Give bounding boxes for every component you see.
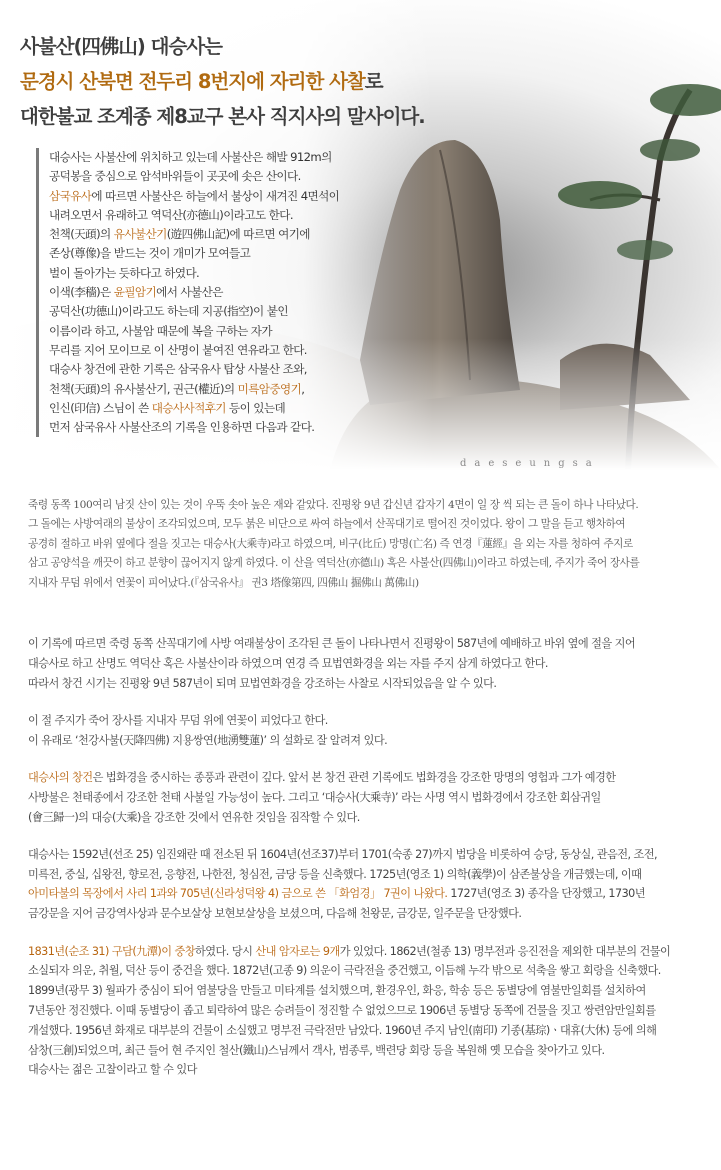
intro-text-span: 이색(李穡)은 [49,285,114,300]
samguk-yusa-quote [28,496,708,593]
headline-line-2 [20,67,710,96]
body-line: 대승사는 1592년(선조 25) 임진왜란 때 전소된 뒤 1604년(선조37)부터 1701(숙종 27)까지 법당을 비롯하여 승당, 동상실, 관음전, 조전, [28,847,658,861]
body-highlight: 산내 암자로는 9개 [255,944,340,958]
intro-text-span: 에 따르면 사불산은 하늘에서 불상이 새겨진 4면석이 [91,188,340,203]
headline [20,32,710,137]
intro-line [49,187,369,206]
intro-highlight: 유사불산기 [113,227,167,242]
quote-line: 죽령 동쪽 100여리 남짓 산이 있는 것이 우뚝 솟아 높은 재와 같았다. 진평왕 9년 갑신년 갑자기 4면이 일 장 씩 되는 큰 돌이 하나 나타났다. [28,499,639,511]
hero-section [0,0,721,470]
body-highlight: 1831년(순조 31) 구담(九潭)이 중창 [28,944,196,958]
intro-text-span: 천책(天頙)의 유사불산기, 권근(權近)의 [49,381,238,396]
body-line [28,942,708,962]
headline-line-3: 대한불교 조계종 제8교구 본사 직지사의 말사이다. [20,105,425,128]
body-highlight: 대승사의 창건 [28,770,93,784]
intro-line [49,225,369,244]
intro-text-span: 등이 있는데 [225,400,286,415]
body-text-span: 가 있었다. 1862년(철종 13) 명부전과 응진전을 제외한 대부분의 건물이 [339,944,671,958]
quote-line: 삼고 공양석을 깨끗이 하고 분향이 끊어지지 않게 하였다. 이 산을 역덕산(亦德山) 혹은 사불산(四佛山)이라고 하였는데, 주지가 죽어 장사를 [28,557,640,570]
quote-line: 공경히 절하고 바위 옆에다 절을 짓고는 대승사(大乘寺)라고 하였으며, 비구(比丘) 망명(亡名) 즉 연경『蓮經』을 외는 자를 청하여 주지로 [28,537,633,550]
body-text-span: 1727년(영조 3) 종각을 단장했고, 1730년 [447,887,645,901]
paragraph-gap [28,924,708,942]
intro-line: 대승사는 사불산에 위치하고 있는데 사불산은 해발 912m의 [49,150,332,164]
intro-text-span: 인신(印信) 스님이 쓴 [49,400,152,415]
body-text-span: 하였다. 당시 [195,944,256,958]
brand-wordmark: daeseungsa [460,458,600,469]
body-line [28,884,708,904]
headline-highlight: 문경시 산북면 전두리 8번지에 자리한 사찰 [20,70,365,93]
body-line: 따라서 창건 시기는 진평왕 9년 587년이 되며 묘법연화경을 강조하는 사찰로 시작되었음을 알 수 있다. [28,676,497,690]
body-line: 대승사는 젊은 고찰이라고 할 수 있다 [28,1063,197,1077]
intro-line [49,283,369,302]
quote-line: 그 돌에는 사방여래의 불상이 조각되었으며, 모두 붉은 비단으로 싸여 하늘에서 산꼭대기로 떨어진 것이었다. 왕이 그 말을 듣고 행차하여 [28,518,626,531]
intro-line: 대승사 창건에 관한 기록은 삼국유사 탑상 사불산 조와, [49,362,307,377]
body-line: 소실되자 의운, 취월, 덕산 등이 중건을 했다. 1872년(고종 9) 의운이 극락전을 중건했고, 이듬해 누각 밖으로 석축을 쌓고 회랑을 신축했다. [28,964,661,978]
intro-line: 이름이라 하고, 사불암 때문에 복을 구하는 자가 [49,323,272,338]
paragraph-gap [28,750,708,768]
intro-line: 무리를 지어 모이므로 이 산명이 붙여진 연유라고 한다. [49,342,307,357]
intro-text-span: 천책(天頙)의 [49,227,114,242]
body-line: 미륵전, 중실, 십왕전, 향로전, 응향전, 나한전, 청심전, 금당 등을 신축했다. 1725년(영조 1) 의학(義學)이 삼존불상을 개금했는데, 이때 [28,867,642,881]
paragraph-gap [28,827,708,845]
body-line: 대승사로 하고 산명도 역덕산 혹은 사불산이라 하였으며 연경 즉 묘법연화경을 외는 자를 주지 삼게 하였다고 한다. [28,656,548,670]
intro-highlight: 윤필암기 [113,285,157,300]
body-line: 사방불은 천태종에서 강조한 천태 사불일 가능성이 높다. 그리고 ‘대승사(大乘寺)’ 라는 사명 역시 법화경에서 강조한 회삼귀일 [28,790,601,804]
intro-highlight: 대승사사적후기 [151,400,226,415]
headline-line-2-suffix: 로 [364,70,383,93]
body-line: 개설했다. 1956년 화재로 대부분의 건물이 소실했고 명부전 극락전만 남았다. 1960년 주지 남인(南印) 기종(基琮)ㆍ대휴(大休) 등에 의해 [28,1023,657,1037]
body-line [28,768,708,788]
body-line: 이 유래로 ‘천강사불(天降四佛) 지용쌍연(地湧雙蓮)’ 의 설화로 잘 알려져 있다. [28,733,388,747]
intro-line: 공덕봉을 중심으로 암석바위들이 곳곳에 솟은 산이다. [49,169,301,184]
body-line: (會三歸一)의 대승(大乘)을 강조한 것에서 연유한 것임을 짐작할 수 있다. [28,810,360,824]
history-body [28,634,708,1080]
quote-line: 지내자 무덤 위에서 연꽃이 피어났다.(『삼국유사』 권3 塔像第四, 四佛山 掘佛山 萬佛山) [28,576,419,589]
intro-line: 존상(尊像)을 받드는 것이 개미가 모여들고 [49,246,251,261]
body-line: 1899년(광무 3) 월파가 중심이 되어 염불당을 만들고 미타계를 설치했으며, 환경우인, 화응, 학송 등은 동별당에 염불만일회를 설치하여 [28,984,646,998]
intro-text-span: , [301,381,305,396]
body-line: 이 기록에 따르면 죽령 동쪽 산꼭대기에 사방 여래불상이 조각된 큰 돌이 나타나면서 진평왕이 587년에 예배하고 바위 옆에 절을 지어 [28,637,636,650]
body-line: 이 절 주지가 죽어 장사를 지내자 무덤 위에 연꽃이 피었다고 한다. [28,713,328,727]
intro-line: 공덕산(功德山)이라고도 하는데 지공(指空)이 붙인 [49,304,288,319]
body-highlight: 아미타불의 목장에서 사리 1과와 705년(신라성덕왕 4) 금으로 쓴 「화엄경」 7권이 나왔다. [28,887,448,901]
intro-text-span: 에서 사불산은 [156,285,223,300]
headline-line-1: 사불산(四佛山) 대승사는 [20,35,222,58]
body-line: 7년동안 정진했다. 이때 동별당이 좁고 퇴락하여 많은 승려들이 정진할 수 없었으므로 1906년 동별당 동쪽에 건물을 짓고 쌍련암만일회를 [28,1003,656,1017]
intro-line: 내려오면서 유래하고 역덕산(亦德山)이라고도 한다. [49,207,293,222]
intro-line: 먼저 삼국유사 사불산조의 기록을 인용하면 다음과 같다. [49,420,315,435]
intro-line [49,399,369,418]
intro-text [36,148,369,437]
body-line: 삼창(三創)되었으며, 최근 들어 현 주지인 철산(鐵山)스님께서 객사, 범종루, 백련당 회랑 등을 복원해 옛 모습을 찾아가고 있다. [28,1043,605,1057]
intro-highlight: 삼국유사 [49,188,92,203]
intro-line: 벌이 돌아가는 듯하다고 하였다. [49,265,200,280]
intro-text-span: (遊四佛山記)에 따르면 여기에 [166,227,310,242]
paragraph-gap [28,693,708,711]
body-line: 금강문을 지어 금강역사상과 문수보살상 보현보살상을 보셨으며, 다음해 천왕문, 금강문, 일주문을 단장했다. [28,907,522,921]
body-text-span: 은 법화경을 중시하는 종풍과 관련이 깊다. 앞서 본 창건 관련 기록에도 법화경을 강조한 망명의 영험과 그가 예경한 [92,770,616,784]
intro-line [49,380,369,399]
intro-highlight: 미륵암중영기 [237,381,302,396]
